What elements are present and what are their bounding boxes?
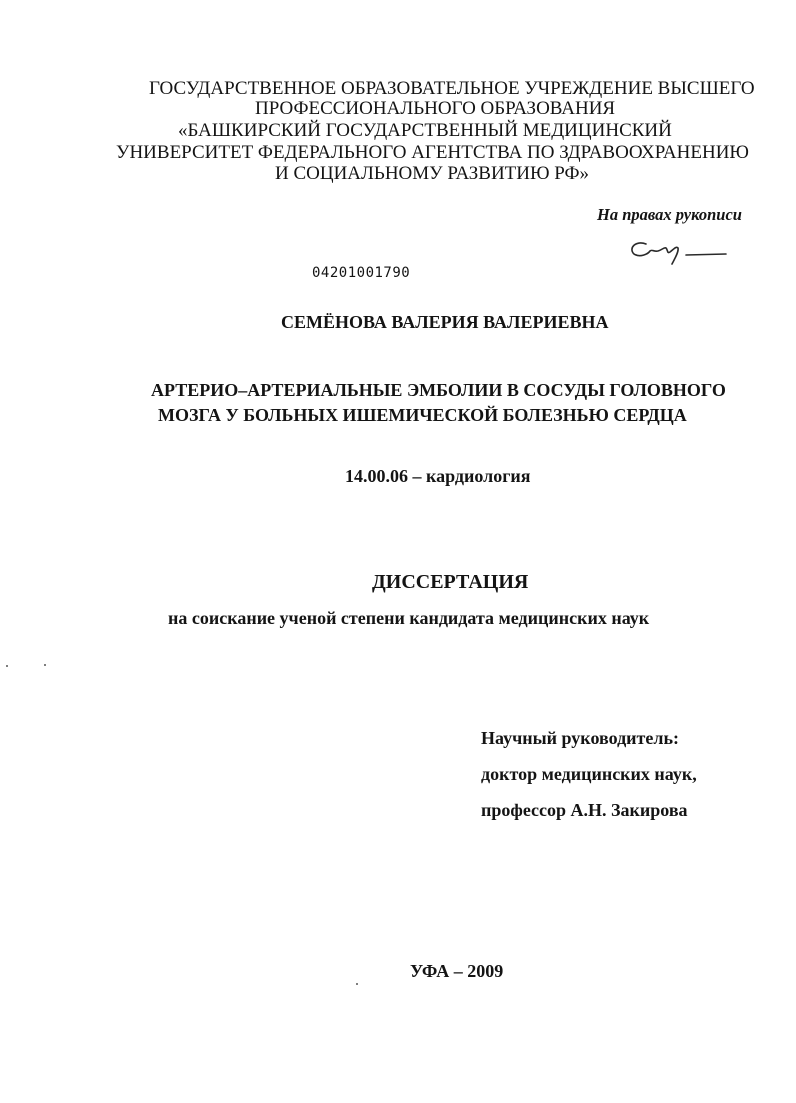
degree-line: на соискание ученой степени кандидата медицинских наук (168, 608, 650, 628)
supervisor-name: профессор А.Н. Закирова (481, 800, 688, 820)
institution-line-4: УНИВЕРСИТЕТ ФЕДЕРАЛЬНОГО АГЕНТСТВА ПО ЗДРАВООХРАНЕНИЮ (116, 142, 749, 163)
supervisor-degree: доктор медицинских наук, (481, 764, 697, 784)
scan-dot (356, 983, 358, 985)
signature-mark (626, 236, 736, 266)
supervisor-label: Научный руководитель: (481, 728, 679, 748)
place-year: УФА – 2009 (410, 961, 504, 981)
manuscript-note: На правах рукописи (597, 205, 742, 224)
institution-line-5: И СОЦИАЛЬНОМУ РАЗВИТИЮ РФ» (275, 163, 590, 184)
institution-line-3: «БАШКИРСКИЙ ГОСУДАРСТВЕННЫЙ МЕДИЦИНСКИЙ (178, 120, 672, 141)
registration-number: 04201001790 (312, 265, 411, 281)
scan-dot (6, 665, 8, 667)
institution-line-1: ГОСУДАРСТВЕННОЕ ОБРАЗОВАТЕЛЬНОЕ УЧРЕЖДЕНИЕ ВЫСШЕГО (149, 78, 755, 99)
author-name: СЕМЁНОВА ВАЛЕРИЯ ВАЛЕРИЕВНА (281, 312, 609, 332)
thesis-title-line-1: АРТЕРИО–АРТЕРИАЛЬНЫЕ ЭМБОЛИИ В СОСУДЫ ГОЛОВНОГО (151, 380, 726, 400)
thesis-title-line-2: МОЗГА У БОЛЬНЫХ ИШЕМИЧЕСКОЙ БОЛЕЗНЬЮ СЕРДЦА (158, 405, 687, 425)
specialty: 14.00.06 – кардиология (345, 466, 531, 486)
document-type: ДИССЕРТАЦИЯ (372, 571, 529, 593)
scan-dot (44, 664, 46, 666)
institution-line-2: ПРОФЕССИОНАЛЬНОГО ОБРАЗОВАНИЯ (255, 98, 616, 119)
